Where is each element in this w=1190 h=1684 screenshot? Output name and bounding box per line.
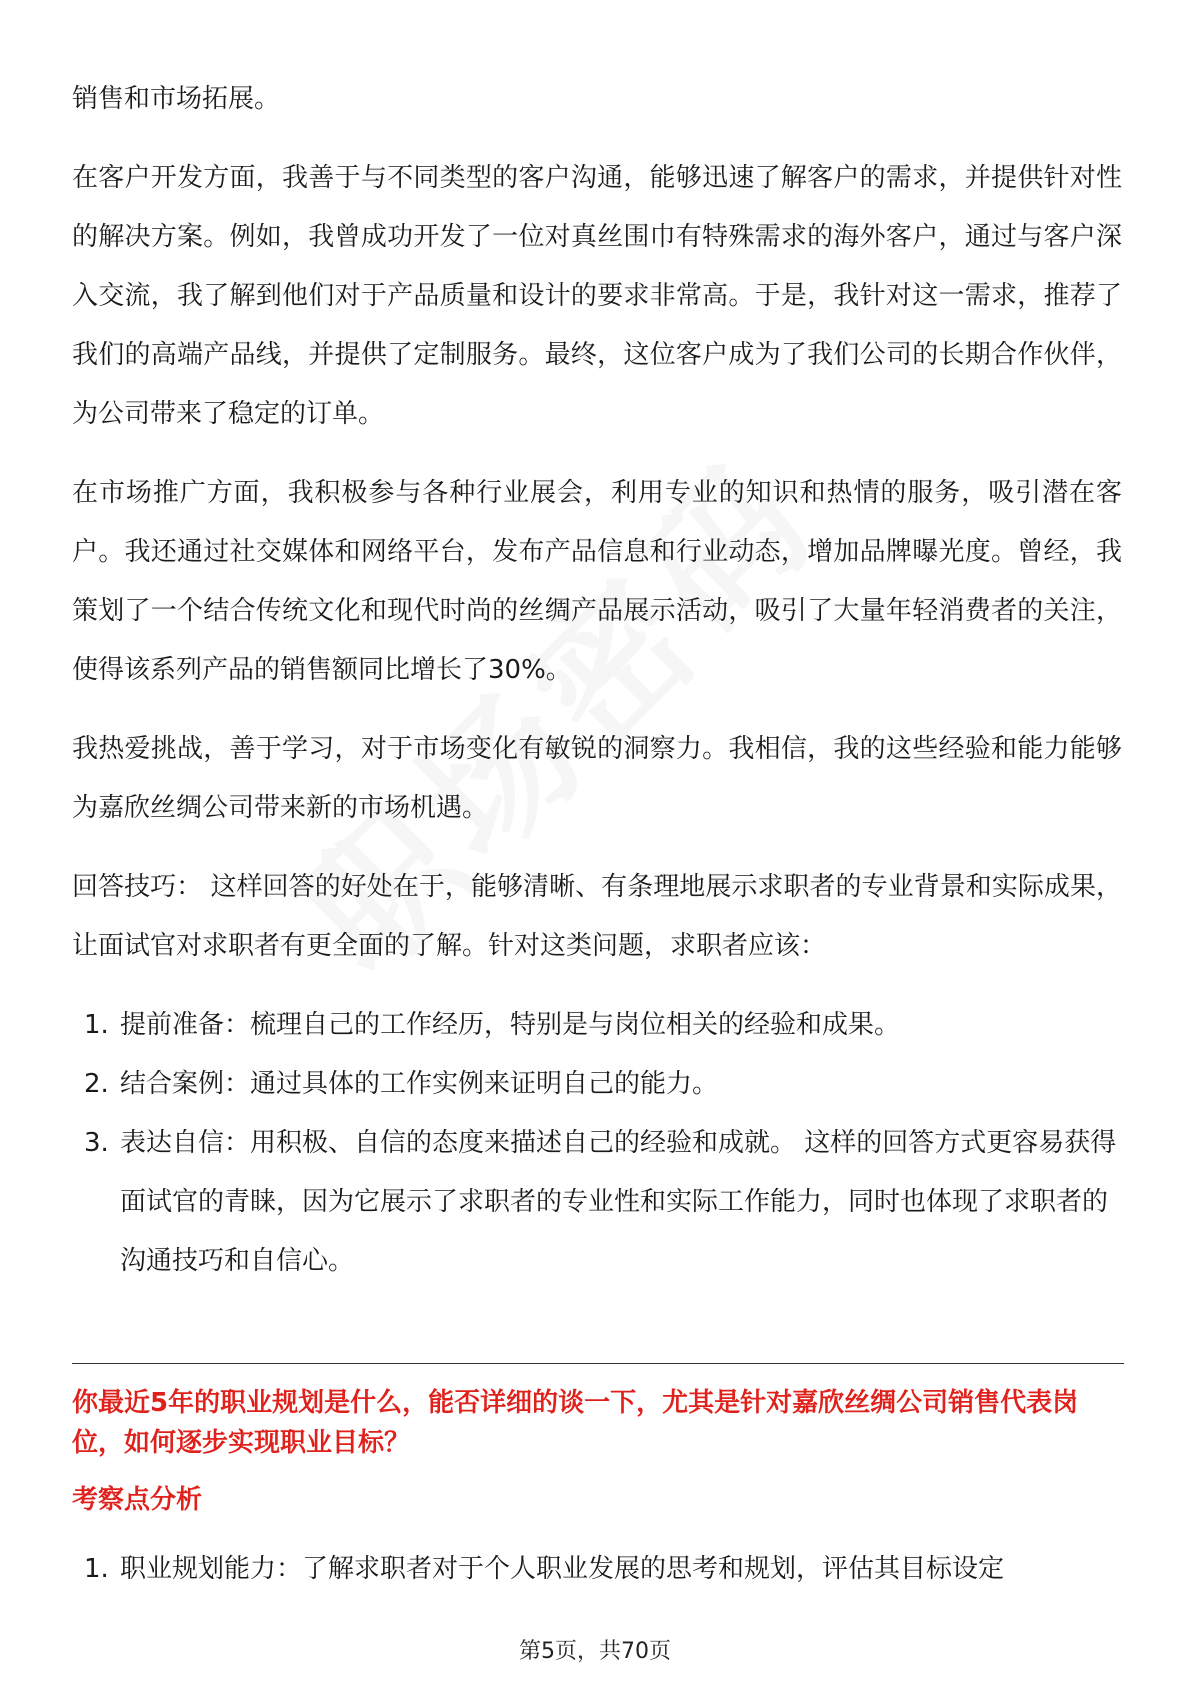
analysis-heading: 考察点分析 [72, 1485, 203, 1515]
paragraph: 销售和市场拓展。 [72, 84, 281, 114]
paragraph: 我热爱挑战，善于学习，对于市场变化有敏锐的洞察力。我相信，我的这些经验和能力能够为嘉欣丝绸公司带来新的市场机遇。 [72, 734, 1122, 823]
list-item [72, 1540, 1124, 1599]
page-footer: 第5页，共70页 [519, 1639, 671, 1664]
list-number: 1. [84, 1010, 109, 1040]
list-item [72, 996, 1122, 1055]
list-item-text: 表达自信：用积极、自信的态度来描述自己的经验和成就。 这样的回答方式更容易获得面试官的青睐，因为它展示了求职者的专业性和实际工作能力，同时也体现了求职者的沟通技巧和自信心。 [120, 1128, 1117, 1276]
list-number: 2. [84, 1069, 109, 1099]
paragraph: 在客户开发方面，我善于与不同类型的客户沟通，能够迅速了解客户的需求，并提供针对性的解决方案。例如，我曾成功开发了一位对真丝围巾有特殊需求的海外客户，通过与客户深入交流，我了解到他们对于产品质量和设计的要求非常高。于是，我针对这一需求，推荐了我们的高端产品线，并提供了定制服务。最终，这位客户成为了我们公司的长期合作伙伴，为公司带来了稳定的订单。 [72, 163, 1122, 429]
section-divider [72, 1363, 1124, 1364]
list-item [72, 1055, 1122, 1114]
list-item-text: 提前准备：梳理自己的工作经历，特别是与岗位相关的经验和成果。 [120, 1010, 901, 1040]
list-item-text: 职业规划能力：了解求职者对于个人职业发展的思考和规划，评估其目标设定 [120, 1554, 1005, 1584]
interview-question: 你最近5年的职业规划是什么，能否详细的谈一下，尤其是针对嘉欣丝绸公司销售代表岗位，如何逐步实现职业目标？ [72, 1388, 1079, 1458]
list-number: 3. [84, 1128, 109, 1158]
list-item-text: 结合案例：通过具体的工作实例来证明自己的能力。 [120, 1069, 719, 1099]
answer-tips-intro: 回答技巧： 这样回答的好处在于，能够清晰、有条理地展示求职者的专业背景和实际成果，让面试官对求职者有更全面的了解。针对这类问题，求职者应该： [72, 872, 1122, 961]
tips-list [72, 996, 1122, 1291]
answer-body [72, 70, 1122, 1291]
list-number: 1. [84, 1554, 109, 1584]
paragraph: 在市场推广方面，我积极参与各种行业展会，利用专业的知识和热情的服务，吸引潜在客户。我还通过社交媒体和网络平台，发布产品信息和行业动态，增加品牌曝光度。曾经，我策划了一个结合传统文化和现代时尚的丝绸产品展示活动，吸引了大量年轻消费者的关注，使得该系列产品的销售额同比增长了30%。 [72, 478, 1122, 685]
list-item [72, 1114, 1122, 1291]
analysis-list [72, 1540, 1124, 1599]
